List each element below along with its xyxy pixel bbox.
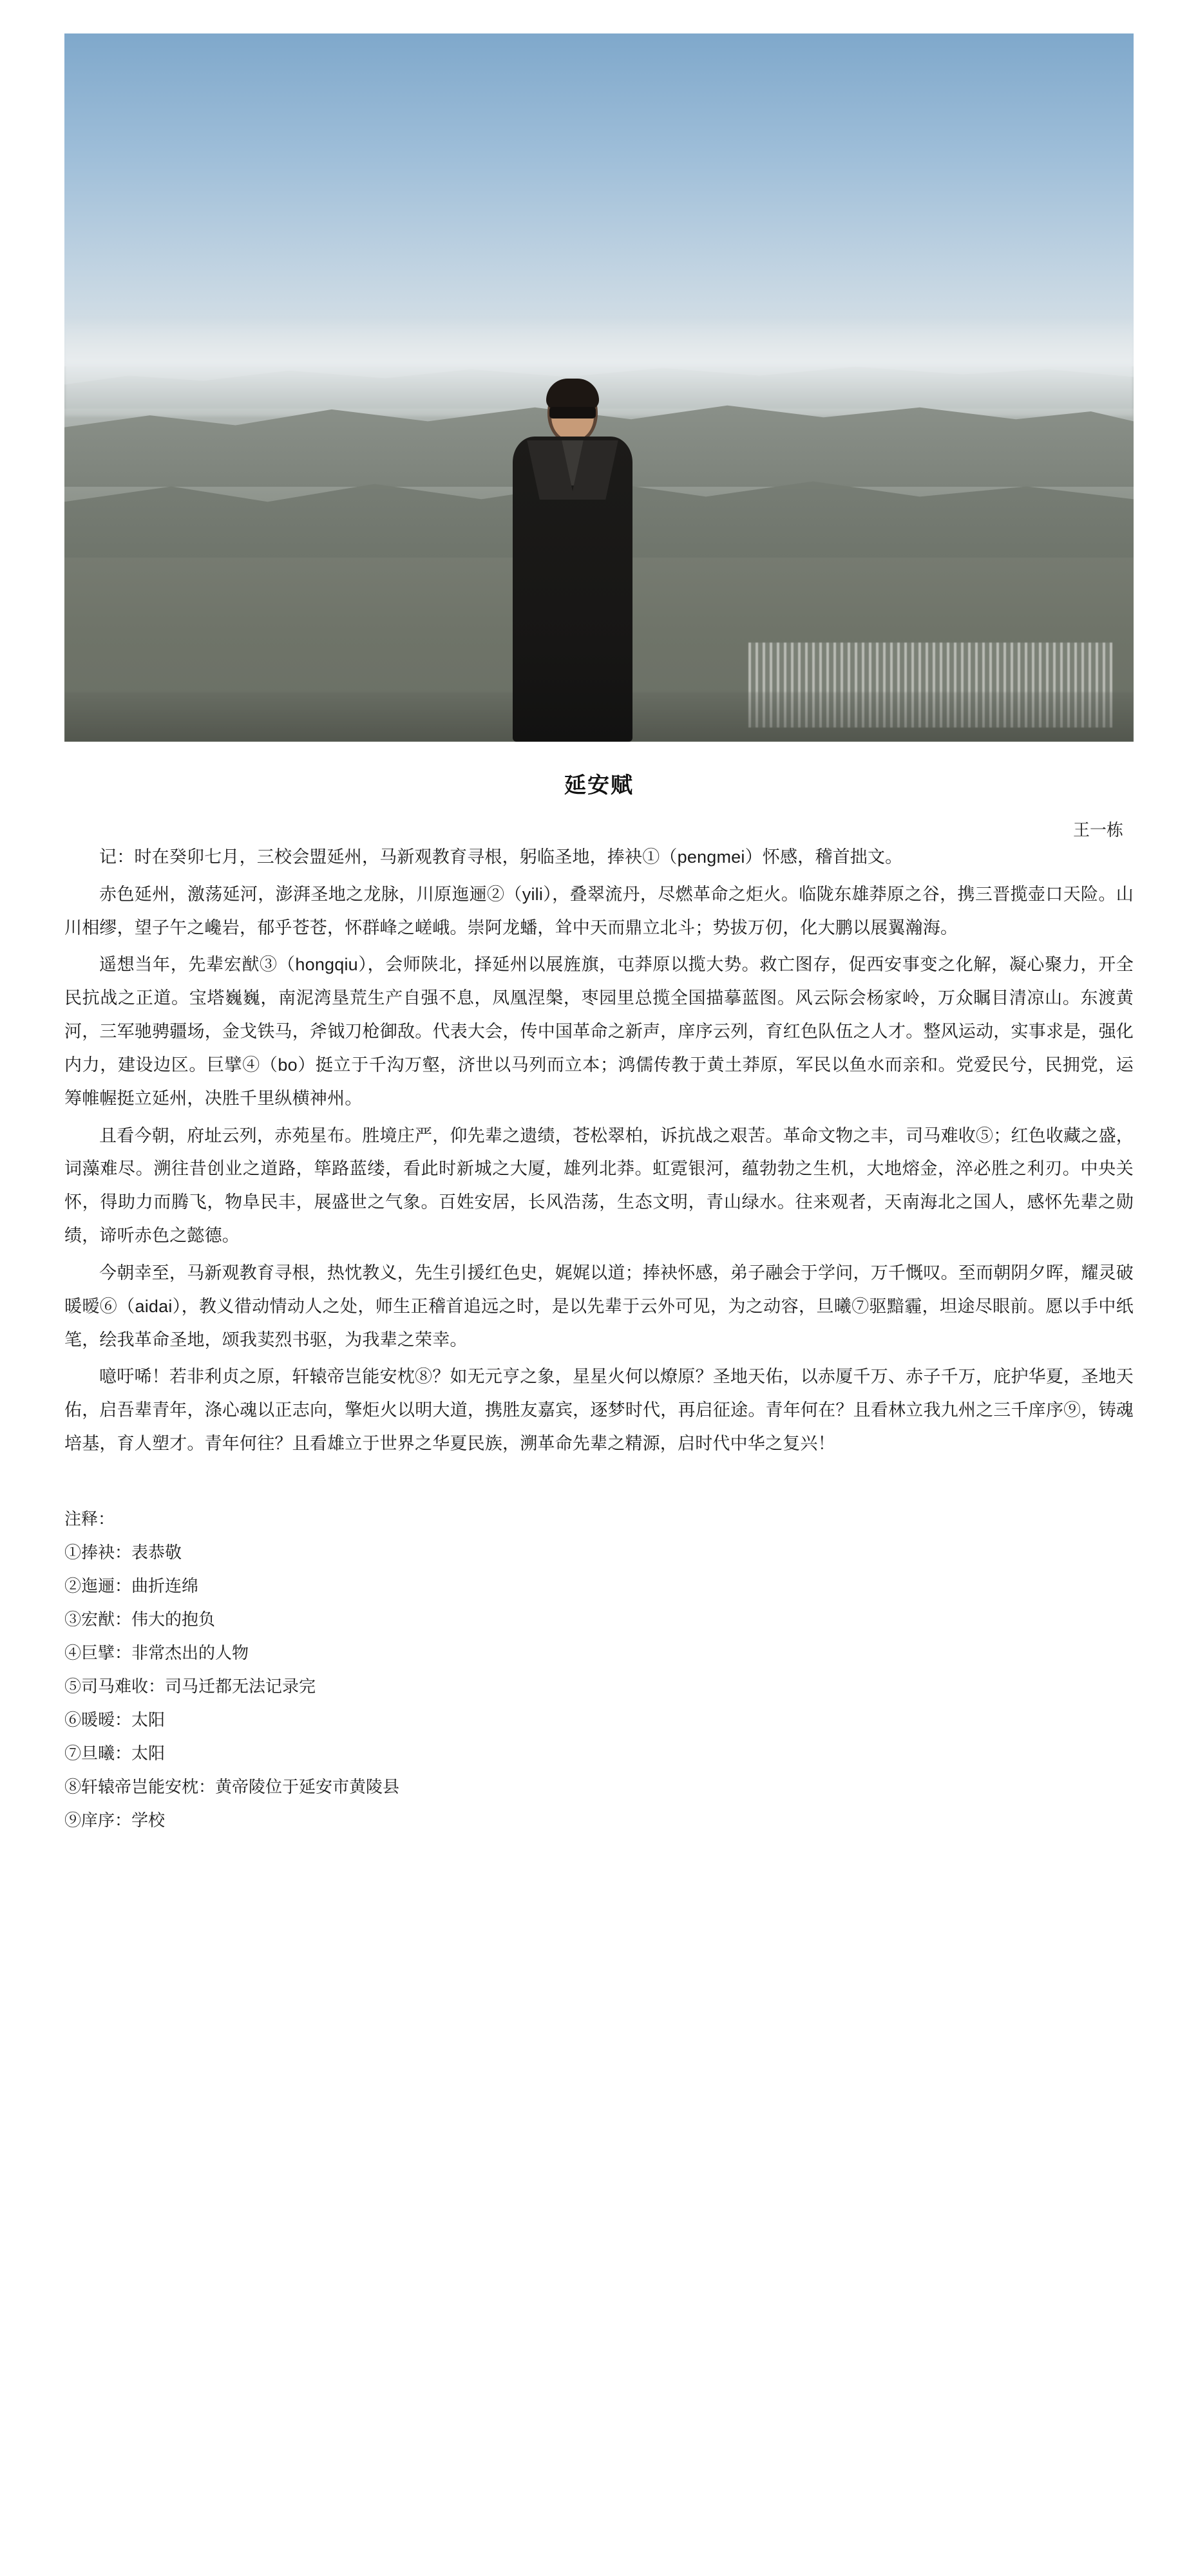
hero-photo bbox=[64, 33, 1134, 742]
list-item: ⑦旦曦：太阳 bbox=[64, 1743, 166, 1763]
person-hair bbox=[546, 379, 599, 409]
list-item: ②迤逦：曲折连绵 bbox=[64, 1575, 199, 1595]
notes-section bbox=[64, 1502, 1134, 1837]
paragraph: 噫吁唏！若非利贞之原，轩辕帝岂能安枕⑧？如无元亨之象，星星火何以燎原？圣地天佑，以赤厦千万、赤子千万，庇护华夏，圣地天佑，启吾辈青年，涤心魂以正志向，擎炬火以明大道，携胜友嘉宾，逐梦时代，再启征途。青年何在？且看林立我九州之三千庠序⑨，铸魂培基，育人塑才。青年何往？且看雄立于世界之华夏民族，溯革命先辈之精源，启时代中华之复兴！ bbox=[64, 1367, 1134, 1454]
sunglasses-icon bbox=[549, 407, 596, 418]
page-title: 延安赋 bbox=[564, 773, 634, 798]
paragraph: 今朝幸至，马新观教育寻根，热忱教义，先生引援红色史，娓娓以道；捧袂怀感，弟子融会于学问，万千慨叹。至而朝阴夕晖，耀灵破暖暧⑥（aidai），教义徣动情动人之处，师生正稽首追远之时，是以先辈于云外可见，为之动容，旦曦⑦驱黯霾，坦途尽眼前。愿以手中纸笔，绘我革命圣地，颂我荬烈书驱，为我辈之荣幸。 bbox=[64, 1263, 1134, 1349]
paragraph: 记：时在癸卯七月，三校会盟延州，马新观教育寻根，躬临圣地，捧袂①（pengmei）怀感，稽首拙文。 bbox=[99, 847, 903, 867]
notes-heading: 注释： bbox=[64, 1509, 115, 1528]
list-item: ③宏猷：伟大的抱负 bbox=[64, 1609, 216, 1629]
notes-list bbox=[64, 1536, 1134, 1837]
list-item: ⑥暖暧：太阳 bbox=[64, 1709, 166, 1729]
photo-person-figure bbox=[511, 381, 634, 742]
list-item: ①捧袂：表恭敬 bbox=[64, 1542, 182, 1562]
list-item: ⑨庠序：学校 bbox=[64, 1810, 166, 1830]
paragraph: 且看今朝，府址云列，赤苑星布。胜境庄严，仰先辈之遗绩，苍松翠柏，诉抗战之艰苦。革命文物之丰，司马难收⑤；红色收藏之盛，词藻难尽。溯往昔创业之道路，筚路蓝缕，看此时新城之大厦，雄列北莽。虹霓银河，蕴勃勃之生机，大地熔金，淬必胜之利刃。中央关怀，得助力而腾飞，物阜民丰，展盛世之气象。百姓安居，长风浩荡，生态文明，青山绿水。往来观者，天南海北之国人，感怀先辈之勋绩，谛听赤色之懿德。 bbox=[64, 1125, 1134, 1246]
body-text bbox=[64, 841, 1134, 1461]
paragraph: 遥想当年，先辈宏猷③（hongqiu），会师陕北，择延州以展旌旗，屯莽原以揽大势。救亡图存，促西安事变之化解，凝心聚力，开全民抗战之正道。宝塔巍巍，南泥湾垦荒生产自强不息，凤凰涅槃，枣园里总揽全国描摹蓝图。风云际会杨家岭，万众瞩目清凉山。东渡黄河，三军驰骋疆场，金戈铁马，斧钺刀枪御敌。代表大会，传中国革命之新声，庠序云列，育红色队伍之人才。整风运动，实事求是，强化内力，建设边区。巨擘④（bo）挺立于千沟万壑，济世以马列而立本；鸿儒传教于黄土莽原，军民以鱼水而亲和。党爱民兮，民拥党，运筹帷幄挺立延州，决胜千里纵横神州。 bbox=[64, 955, 1134, 1108]
list-item: ④巨擘：非常杰出的人物 bbox=[64, 1642, 249, 1662]
author-byline: 王一栋 bbox=[1072, 820, 1123, 840]
list-item: ⑧轩辕帝岂能安枕：黄帝陵位于延安市黄陵县 bbox=[64, 1776, 400, 1796]
paragraph: 赤色延州，激荡延河，澎湃圣地之龙脉，川原迤逦②（yili），叠翠流丹，尽燃革命之炬火。临陇东雄莽原之谷，携三晋揽壶口天险。山川相缪，望子午之巉岩，郁乎苍苍，怀群峰之嵯峨。崇阿龙蟠，耸中天而鼎立北斗；势拔万仞，化大鹏以展翼瀚海。 bbox=[64, 884, 1134, 937]
list-item: ⑤司马难收：司马迁都无法记录完 bbox=[64, 1676, 316, 1696]
